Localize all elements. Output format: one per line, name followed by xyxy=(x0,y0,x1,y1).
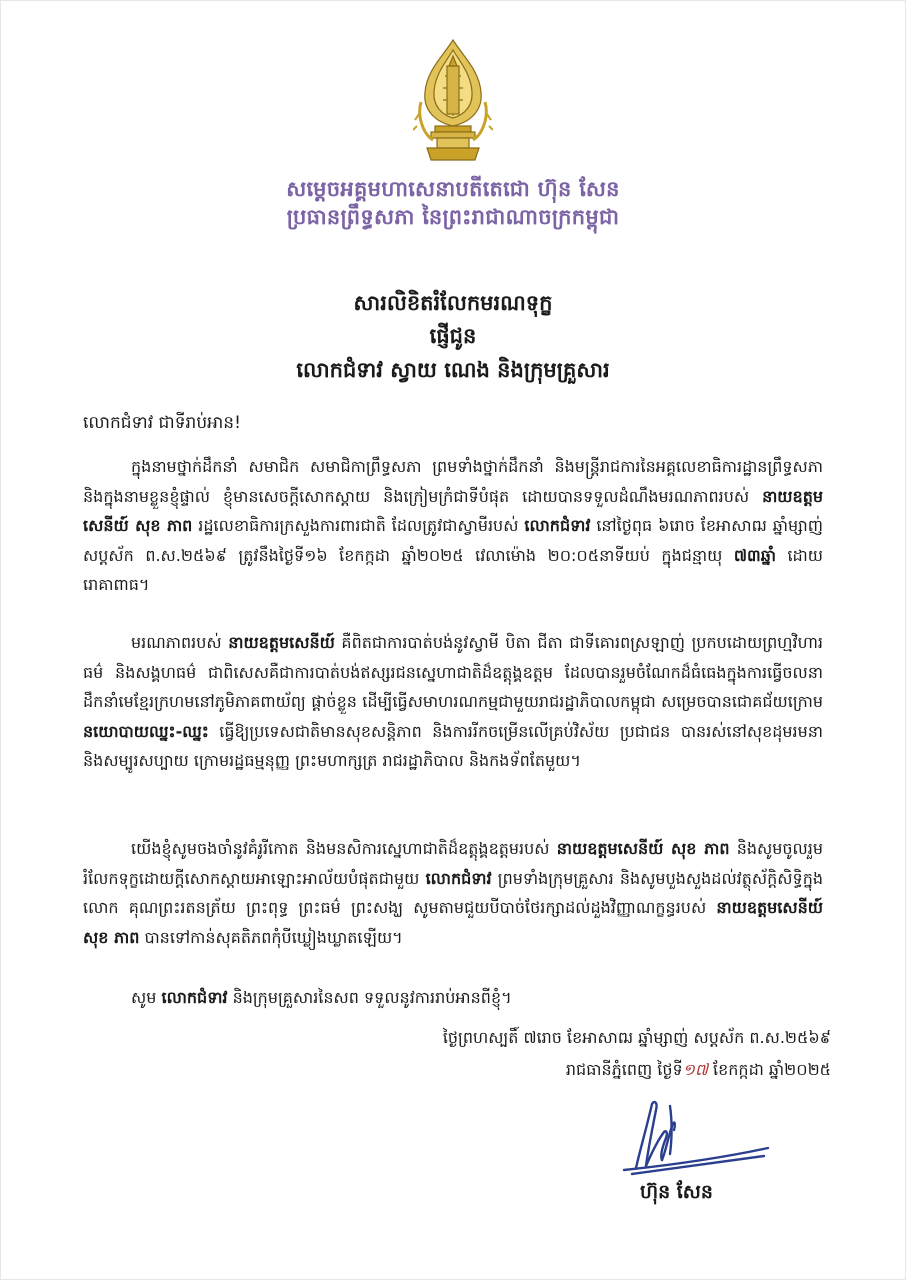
place-date xyxy=(566,1057,831,1083)
handwritten-day: ១៧ xyxy=(682,1060,708,1079)
paragraph-3-bold-a: នាយឧត្តមសេនីយ៍ សុខ ភាព xyxy=(556,839,730,858)
paragraph-2-text-b: គឺពិតជាការបាត់បង់នូវស្វាមី បិតា ជីតា ជាទីគោរពស្រឡាញ់ ប្រកបដោយព្រហ្មវិហារធម៌ និងសង្គហធម៌ ជាពិសេសគឺជាការបាត់បង់ឥស្សរជនស្នេហាជាតិដ៏ឧត្តុង្គឧត្តម ដែលបានរួមចំណែកដ៏ធំធេងក្នុងការធ្វើចលនាដឹកនាំមេខ្មែរក្រហមនៅភូមិភាគពាយ័ព្យ ផ្តាច់ខ្លួន ដើម្បីធ្វើសមាហរណកម្មជាមួយរាជរដ្ឋាភិបាលកម្ពុជា សម្រេចបានជោគជ័យក្រោម xyxy=(83,633,823,711)
paragraph-1-bold-c: ៧៣ឆ្នាំ xyxy=(733,545,776,565)
place-date-prefix: រាជធានីភ្នំពេញ ថ្ងៃទី xyxy=(565,1060,683,1079)
org-title: ប្រធានព្រឹទ្ធសភា នៃព្រះរាជាណាចក្រកម្ពុជា xyxy=(286,205,620,229)
senate-emblem-icon xyxy=(413,36,493,166)
paragraph-2-text-a: មរណភាពរបស់ xyxy=(131,633,229,652)
paragraph-2-text-c: ធ្វើឱ្យប្រទេសជាតិមានសុខសន្តិភាព និងការរីកចម្រើនលើគ្រប់វិស័យ ប្រជាជន បានរស់នៅសុខដុមរមនា និងសម្បូរសប្បាយ ក្រោមរដ្ឋធម្មនុញ្ញ ព្រះមហាក្សត្រ រាជរដ្ឋាភិបាល និងកងទ័ពតែមួយ។ xyxy=(83,721,823,770)
handwritten-signature-icon xyxy=(612,1090,772,1180)
paragraph-1-bold-b: លោកជំទាវ xyxy=(524,516,591,535)
paragraph-1 xyxy=(83,452,823,600)
paragraph-1-text-c: នៅថ្ងៃពុធ ៦រោច ខែអាសាឍ ឆ្នាំម្សាញ់ សប្តស័ក ព.ស.២៥៦៩ ត្រូវនឹងថ្ងៃទី១៦ ខែកក្កដា ឆ្នាំ២០២៥ វេលាម៉ោង ២០:០៥នាទីយប់ ក្នុងជន្មាយុ xyxy=(83,516,824,565)
letter-title: សារលិខិតរំលែកមរណទុក្ខ xyxy=(353,291,553,315)
place-date-suffix: ខែកក្កដា ឆ្នាំ២០២៥ xyxy=(707,1060,831,1079)
paragraph-2-bold-a: នាយឧត្តមសេនីយ៍ xyxy=(228,633,335,652)
paragraph-3-bold-c: នាយឧត្តមសេនីយ៍ សុខ ភាព xyxy=(83,898,823,947)
closing-text-b: និងក្រុមគ្រួសារនៃសព ទទួលនូវការរាប់អានពីខ្ញុំ។ xyxy=(227,988,512,1007)
org-name: សម្តេចអគ្គមហាសេនាបតីតេជោ ហ៊ុន សែន xyxy=(286,177,620,201)
paragraph-1-text-b: រដ្ឋលេខាធិការក្រសួងការពារជាតិ ដែលត្រូវជាស្វាមីរបស់ xyxy=(192,516,525,535)
paragraph-2-bold-b: នយោបាយឈ្នះ-ឈ្នះ xyxy=(83,721,209,741)
paragraph-1-text-a: ក្នុងនាមថ្នាក់ដឹកនាំ សមាជិក សមាជិកាព្រឹទ្ធសភា ព្រមទាំងថ្នាក់ដឹកនាំ និងមន្ត្រីរាជការនៃអគ្គលេខាធិការដ្ឋានព្រឹទ្ធសភា និងក្នុងនាមខ្លួនខ្ញុំផ្ទាល់ ខ្ញុំមានសេចក្តីសោកស្តាយ និងក្រៀមក្រំជាទីបំផុត ដោយបានទទួលដំណឹងមរណភាពរបស់ xyxy=(83,457,823,506)
paragraph-3 xyxy=(83,834,823,952)
closing-line xyxy=(131,985,512,1011)
lunar-date: ថ្ងៃព្រហស្បតិ៍ ៧រោច ខែអាសាឍ ឆ្នាំម្សាញ់ សប្តស័ក ព.ស.២៥៦៩ xyxy=(442,1028,831,1047)
signer-name: ហ៊ុន សែន xyxy=(640,1181,713,1203)
letter-subtitle: ផ្ញើជូន xyxy=(429,324,477,348)
paragraph-2 xyxy=(83,628,823,776)
paragraph-3-text-a: យើងខ្ញុំសូមចងចាំនូវគំរូរីកោត និងមនសិការស្នេហាជាតិដ៏ឧត្តុង្គឧត្តមរបស់ xyxy=(131,839,557,858)
paragraph-3-text-b: និងសូមចូលរួមរំលែកទុក្ខដោយក្តីសោកស្តាយអាឡោះអាល័យបំផុតជាមួយ xyxy=(83,839,824,888)
paragraph-3-text-d: បានទៅកាន់សុគតិភពកុំបីឃ្លៀងឃ្លាតឡើយ។ xyxy=(139,927,403,947)
closing-text-a: សូម xyxy=(131,988,162,1007)
salutation: លោកជំទាវ ជាទីរាប់អាន! xyxy=(83,413,241,433)
letter-recipient: លោកជំទាវ ស្វាយ ណេង និងក្រុមគ្រួសារ xyxy=(296,358,610,382)
closing-bold: លោកជំទាវ xyxy=(161,988,228,1007)
paragraph-1-text-d: ដោយរោគាពាធ។ xyxy=(83,545,824,594)
paragraph-3-text-c: ព្រមទាំងក្រុមគ្រួសារ និងសូមបួងសួងដល់វត្ថុស័ក្តិសិទ្ធិក្នុងលោក គុណព្រះរតនត្រ័យ ព្រះពុទ្ធ ព្រះធម៌ ព្រះសង្ឃ សូមតាមជួយបីបាច់ថែរក្សាដល់ដួងវិញ្ញាណក្ខន្ធរបស់ xyxy=(83,868,824,917)
paragraph-1-bold-a: នាយឧត្តមសេនីយ៍ សុខ ភាព xyxy=(83,486,823,535)
paragraph-3-bold-b: លោកជំទាវ xyxy=(425,868,492,888)
